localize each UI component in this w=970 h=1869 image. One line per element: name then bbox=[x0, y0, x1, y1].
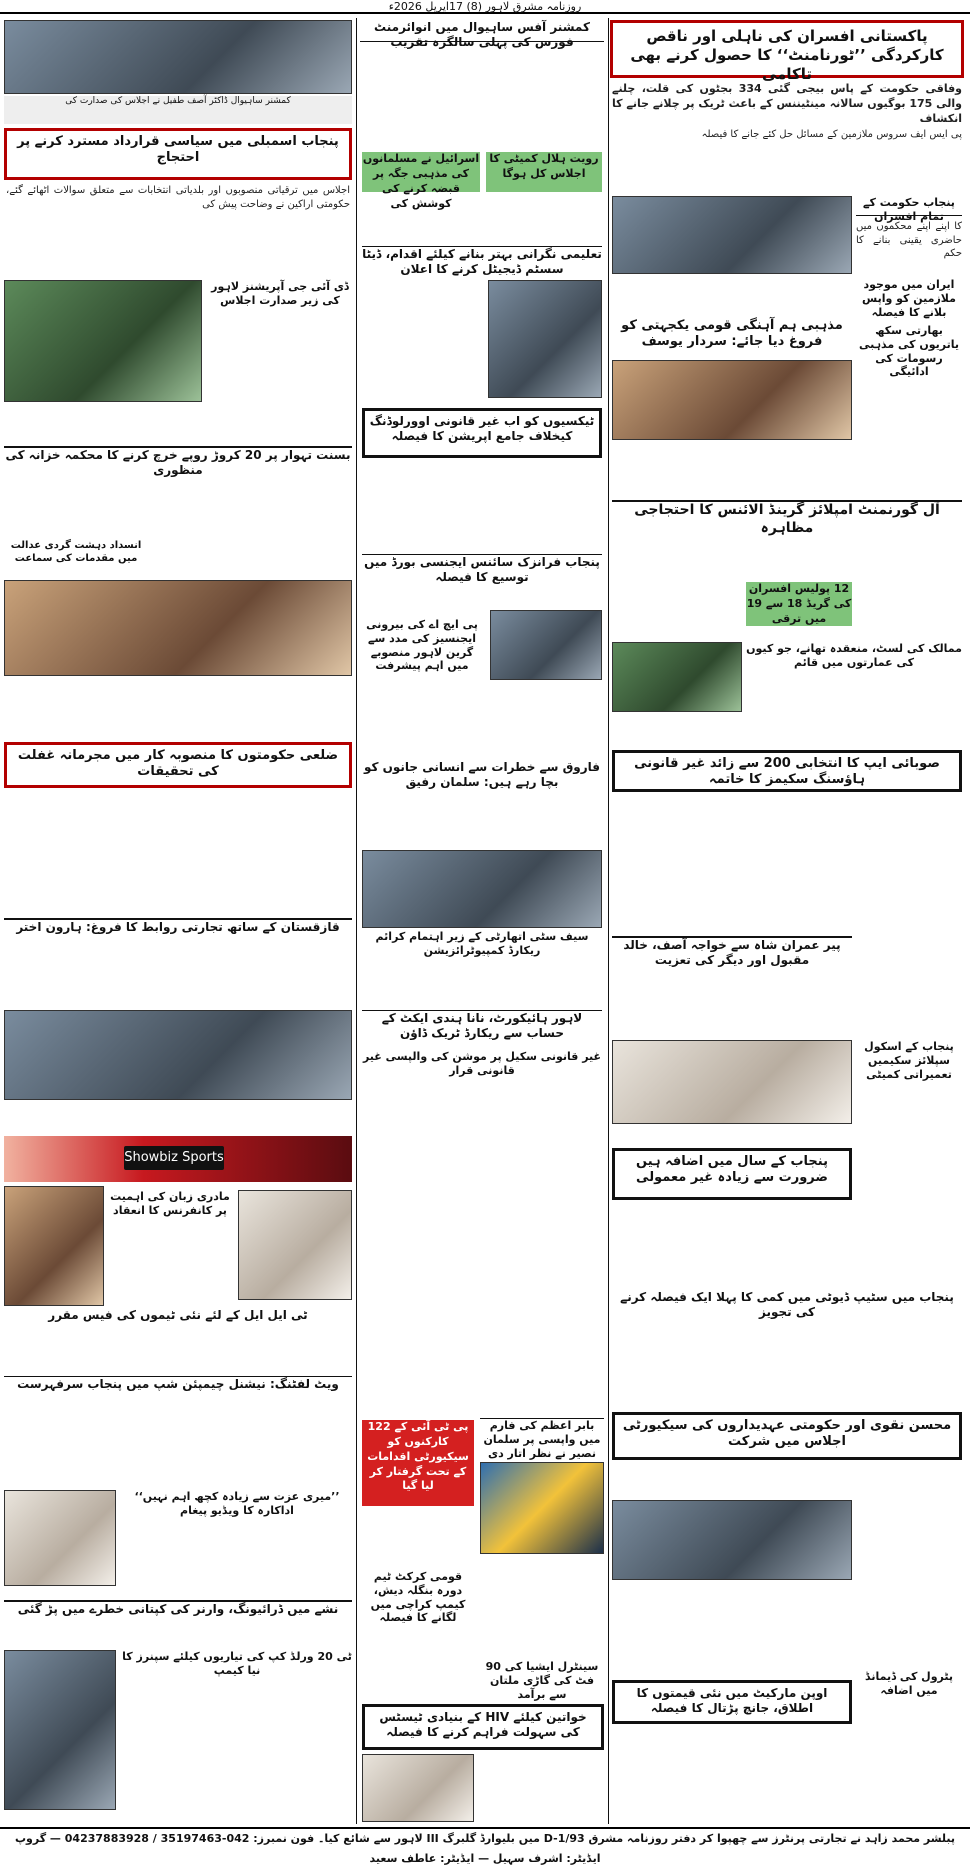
left-photo-4 bbox=[4, 1010, 352, 1100]
mid-photo-5 bbox=[362, 1754, 474, 1822]
right-green-box: 12 پولیس افسران کی گریڈ 18 سے 19 میں ترقی bbox=[746, 582, 852, 625]
left-story1-headline: پنجاب اسمبلی میں سیاسی قرارداد مسترد کرنے پر احتجاج bbox=[17, 134, 339, 166]
showbiz-title: Showbiz Sports bbox=[124, 1146, 224, 1170]
mid-green-b: اسرائیل نے مسلمانوں کی مذہبی جگہ پر قبضہ کرنے کی کوشش کی bbox=[362, 152, 480, 210]
mid-story12-headline: سینٹرل ایشیا کی 90 فٹ کی گاڑی ملتان سے برآمد bbox=[485, 1660, 599, 1701]
right-lead-headline-box bbox=[610, 20, 964, 83]
right-story10-headline: پنجاب کے سال میں اضافہ ہیں ضرورت سے زیادہ غیر معمولی bbox=[636, 1154, 828, 1186]
mid-story2-headline: ٹیکسیوں کو اب غیر قانونی اوورلوڈنگ کیخلاف جامع اپریشن کا فیصلہ bbox=[369, 414, 595, 443]
left-photo-1-caption: کمشنر ساہیوال ڈاکٹر آصف طفیل نے اجلاس کی صدارت کی bbox=[4, 96, 352, 124]
mid-story1-headline: تعلیمی نگرانی بہتر بنانے کیلئے اقدام، ڈیٹا سسٹم ڈیجیٹل کرنے کا اعلان bbox=[362, 246, 602, 282]
left-photo-3 bbox=[4, 580, 352, 676]
right-story14-box bbox=[612, 1680, 852, 1724]
column-divider-left bbox=[356, 18, 357, 1824]
right-story7-box bbox=[612, 750, 962, 792]
mid-photo-2 bbox=[490, 610, 602, 680]
mid-story4-headline: پی ایچ اے کی بیرونی ایجنسیز کی مدد سے گرین لاہور منصوبے میں اہم پیشرفت bbox=[366, 618, 478, 673]
right-photo-4 bbox=[612, 1040, 852, 1124]
right-story11-headline: پنجاب میں سٹیپ ڈیوٹی میں کمی کا پہلا ایک فیصلہ کرنے کی تجویز bbox=[620, 1290, 954, 1319]
footer-imprint: پبلشر محمد زاہد نے تجارتی پرنٹرز سے چھپوا کر دفتر روزنامہ مشرق 93/D-1 میں بلیوارڈ گلبرگ III لاہور سے شائع کیا۔ فون نمبرز: 042-35197463 / 04237883928 — گروپ ایڈیٹر: اشرف سہیل — ایڈیٹر: عاطف سعید bbox=[0, 1827, 970, 1849]
right-lead-body: وفاقی حکومت کے پاس بیجی گئی 334 بجٹوں کی قلت، چلنے والی 175 بوگیوں سالانہ مینٹیننس کے باعث ٹریک پر چلانے جانے کا انکشاف bbox=[612, 82, 962, 125]
right-story1-headline: پنجاب حکومت کے تمام افسران bbox=[856, 196, 962, 216]
right-story13-headline: پٹرول کی ڈیمانڈ میں اضافہ bbox=[864, 1670, 954, 1697]
left-story12-headline: ٹی 20 ورلڈ کپ کی تیاریوں کیلئے سپنرز کا نیا کیمپ bbox=[122, 1650, 352, 1677]
right-story7-headline: صوبائی ایپ کا انتخابی 200 سے زائد غیر قانونی ہاؤسنگ سکیمز کا خاتمہ bbox=[634, 756, 940, 788]
showbiz-banner bbox=[4, 1136, 352, 1182]
mid-story2-box bbox=[362, 408, 602, 458]
right-photo-3 bbox=[612, 642, 742, 712]
right-photo-1 bbox=[612, 196, 852, 274]
left-story1-body: اجلاس میں ترقیاتی منصوبوں اور بلدیاتی انتخابات سے متعلق سوالات اٹھائے گئے، حکومتی اراکین نے وضاحت پیش کی bbox=[6, 185, 350, 210]
mid-story7-headline: لاہور ہائیکورٹ، نانا ہندی ایکٹ کے حساب سے ریکارڈ ٹریک ڈاؤن bbox=[362, 1010, 602, 1048]
left-story2-headline: ڈی آئی جی آپریشنز لاہور کی زیر صدارت اجلاس bbox=[211, 280, 349, 307]
mid-red-box: پی ٹی آئی کے 122 کارکنوں کو سیکیورٹی اقدامات کے تحت گرفتار کر لیا گیا bbox=[362, 1420, 474, 1506]
right-photo-5 bbox=[612, 1500, 852, 1580]
right-story5-headline: آل گورنمنٹ امپلائز گرینڈ الائنس کا احتجاجی مظاہرہ bbox=[612, 500, 962, 524]
left-photo-2 bbox=[4, 280, 202, 402]
right-lead-sub: پی ایس ایف سروس ملازمین کے مسائل حل کئے جانے کا فیصلہ bbox=[701, 129, 962, 140]
column-divider-right bbox=[608, 18, 609, 1824]
right-story6-headline: ممالک کی لسٹ، منعقدہ تھانے، جو کیوں کی عمارتوں میں قائم bbox=[746, 642, 962, 669]
left-photo-1 bbox=[4, 20, 352, 94]
left-story1-box bbox=[4, 128, 352, 180]
right-lead-headline: پاکستانی افسران کی ناہلی اور ناقص کارکردگی ’’ٹورنامنٹ‘‘ کا حصول کرنے بھی تاکامی bbox=[630, 27, 944, 83]
right-story4-headline: بھارتی سکھ یاتریوں کی مذہبی رسومات کی ادائیگی bbox=[858, 324, 960, 379]
left-story10-headline: ’’میری عزت سے زیادہ کچھ اہم نہیں‘‘ اداکارہ کا ویڈیو پیغام bbox=[134, 1490, 340, 1517]
mid-story5-headline: فاروق سے خطرات سے انسانی جانوں کو بچا رہے ہیں: سلمان رفیق bbox=[363, 760, 601, 789]
left-photo-8 bbox=[4, 1650, 116, 1810]
left-story9-headline: ویٹ لفٹنگ: نیشنل چیمپئن شپ میں پنجاب سرفہرست bbox=[4, 1376, 352, 1398]
right-story14-headline: اوپن مارکیٹ میں نئی قیمتوں کا اطلاق، جانچ پڑتال کا فیصلہ bbox=[636, 1686, 828, 1715]
left-story7-headline: مادری زبان کی اہمیت پر کانفرنس کا انعقاد bbox=[110, 1190, 230, 1217]
right-story10-box bbox=[612, 1148, 852, 1200]
left-story11-headline: نشے میں ڈرائیونگ، وارنر کی کپتانی خطرے میں پڑ گئی bbox=[4, 1600, 352, 1638]
left-photo-5 bbox=[4, 1186, 104, 1306]
left-story4-headline: انسداد دہشت گردی عدالت میں مقدمات کی سماعت bbox=[10, 540, 142, 564]
masthead: روزنامہ مشرق لاہور (8) 17اپریل 2026ء bbox=[0, 0, 970, 14]
right-story9-headline: پنجاب کے اسکول سپلائز سکیمیں تعمیراتی کمیٹی bbox=[864, 1040, 954, 1081]
right-story12-headline: محسن نقوی اور حکومتی عہدیداروں کی سیکیورٹی اجلاس میں شرکت bbox=[622, 1418, 952, 1450]
left-photo-6 bbox=[238, 1190, 352, 1300]
mid-photo-1 bbox=[488, 280, 602, 398]
mid-story8-headline: غیر قانونی سکیل پر موشن کی والپسی غیر قانونی قرار bbox=[362, 1050, 602, 1077]
mid-story3-headline: پنجاب فرانزک سائنس ایجنسی بورڈ میں توسیع کا فیصلہ bbox=[362, 554, 602, 576]
left-story5-box bbox=[4, 742, 352, 788]
left-story6-headline: قازقستان کے ساتھ تجارتی روابط کا فروغ: ہارون اختر bbox=[4, 918, 352, 940]
mid-story9-headline: بابر اعظم کی فارم میں واپسی پر سلمان نصیر نے نظر اتار دی bbox=[480, 1418, 604, 1456]
right-story2-headline: ایران میں موجود ملازمین کو واپس بلانے کا فیصلہ bbox=[862, 278, 956, 319]
mid-photo-4 bbox=[480, 1462, 604, 1554]
right-story8-headline: پیر عمران شاہ سے خواجہ آصف، خالد مقبول اور دیگر کی تعزیت bbox=[612, 936, 852, 974]
mid-story11-headline: خواتین کیلئے HIV کے بنیادی ٹیسٹس کی سہولت فراہم کرنے کا فیصلہ bbox=[379, 1710, 587, 1739]
mid-green-a: رویت ہلال کمیٹی کا اجلاس کل ہوگا bbox=[486, 152, 602, 192]
mid-top-headline: کمشنر آفس ساہیوال میں انوائرمنٹ فورس کی پہلی سالگرہ تقریب bbox=[360, 20, 604, 42]
right-photo-2 bbox=[612, 360, 852, 440]
left-photo-7 bbox=[4, 1490, 116, 1586]
left-story3-headline: بسنت تہوار پر 20 کروڑ روپے خرچ کرنے کا محکمہ خزانہ کی منظوری bbox=[5, 448, 351, 477]
right-story1-body: کا اپنے اپنے محکموں میں حاضری یقینی بنانے کا حکم bbox=[856, 221, 962, 259]
left-story5-headline: ضلعی حکومتوں کا منصوبہ کار میں مجرمانہ غفلت کی تحقیقات bbox=[17, 748, 339, 780]
mid-story10-headline: قومی کرکٹ ٹیم دورہ بنگلہ دیش، کیمپ کراچی میں لگانے کا فیصلہ bbox=[370, 1570, 466, 1625]
mid-photo-3 bbox=[362, 850, 602, 928]
left-story8-headline: ٹی ایل ایل کے لئے نئی ٹیموں کی فیس مقرر bbox=[48, 1308, 308, 1322]
mid-story6-headline: سیف سٹی اتھارٹی کے زیر اہتمام کرائم ریکارڈ کمپیوٹرائزیشن bbox=[375, 930, 589, 957]
mid-story11-box bbox=[362, 1704, 604, 1750]
right-story3-headline: مذہبی ہم آہنگی قومی یکجہتی کو فروغ دیا جائے: سردار یوسف bbox=[621, 318, 843, 350]
right-story12-box bbox=[612, 1412, 962, 1460]
